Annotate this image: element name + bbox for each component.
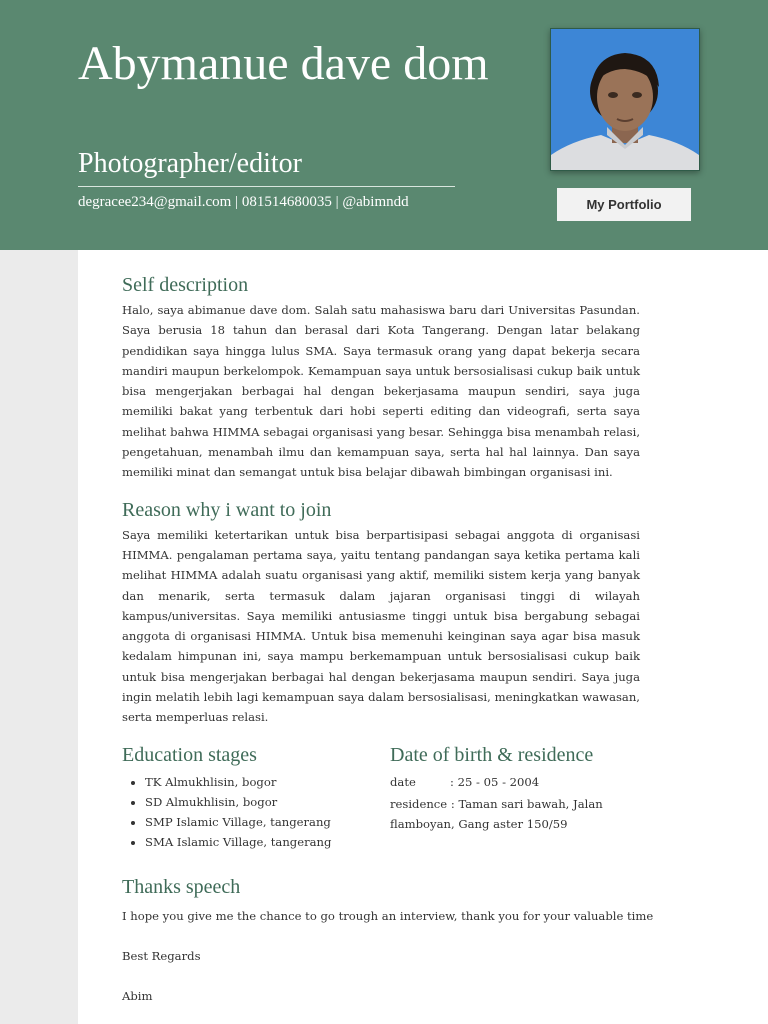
education-item: • TK Almukhlisin, bogor xyxy=(145,772,362,792)
header-banner xyxy=(0,0,768,250)
residence-text: residence : Taman sari bawah, Jalan flamboyan, Gang aster 150/59 xyxy=(390,796,603,831)
self-description-heading: Self description xyxy=(122,274,249,296)
my-portfolio-button[interactable]: My Portfolio xyxy=(557,188,691,221)
profile-photo xyxy=(550,28,700,171)
education-item: • SD Almukhlisin, bogor xyxy=(145,792,362,812)
applicant-name: Abymanue dave dom xyxy=(78,37,489,90)
self-description-section xyxy=(122,270,640,483)
education-list xyxy=(122,772,362,852)
birth-date-value: : 25 - 05 - 2004 xyxy=(450,774,540,789)
birth-heading: Date of birth & residence xyxy=(390,743,594,766)
education-item: • SMA Islamic Village, tangerang xyxy=(145,832,362,852)
person-portrait-icon xyxy=(551,29,699,170)
two-column-section xyxy=(122,740,640,852)
regards-text: Best Regards xyxy=(122,948,201,963)
applicant-role: Photographer/editor xyxy=(78,148,302,179)
thanks-text: I hope you give me the chance to go trough an interview, thank you for your valuable time xyxy=(122,908,654,923)
signature-text: Abim xyxy=(122,988,153,1003)
contact-line: degracee234@gmail.com | 081514680035 | @abimndd xyxy=(78,194,409,210)
reason-section xyxy=(122,495,640,728)
thanks-heading: Thanks speech xyxy=(122,875,241,898)
education-heading: Education stages xyxy=(122,743,257,766)
self-description-text: Halo, saya abimanue dave dom. Salah satu mahasiswa baru dari Universitas Pasundan. Saya berusia 18 tahun dan berasal dari Kota Tangerang. Dengan latar belakang pendidikan saya hingga lulus SMA. Saya termasuk orang yang dapat bekerja secara mandiri maupun berkelompok. Kemampuan saya untuk bersosialisasi cukup baik untuk bisa mengerjakan berbagai hal dengan bekerjasama maupun sendiri, saya juga memiliki bakat yang terbentuk dari hobi seperti editing dan videografi, serta saya melihat bahwa HIMMA sebagai organisasi yang besar. Sehingga bisa menambah relasi, pengetahuan, menambah ilmu dan kemampuan saya, serta hal hal lainnya. Dan saya memiliki minat dan semangat untuk bisa belajar dibawah bimbingan organisasi ini. xyxy=(122,303,640,480)
thanks-section xyxy=(122,872,654,1006)
education-item: • SMP Islamic Village, tangerang xyxy=(145,812,362,832)
reason-heading: Reason why i want to join xyxy=(122,498,332,521)
education-section xyxy=(122,740,362,852)
birth-date-row xyxy=(390,772,640,792)
header-divider xyxy=(78,186,455,187)
resume-content xyxy=(122,270,654,1006)
birth-section xyxy=(390,740,640,852)
birth-date-label: date xyxy=(390,774,416,789)
reason-text: Saya memiliki ketertarikan untuk bisa berpartisipasi sebagai anggota di organisasi HIMMA. pengalaman pertama saya, yaitu tentang pandangan saya ketika pertama kali melihat HIMMA adalah suatu organisasi yang aktif, memiliki sistem kerja yang banyak dan menarik, serta termasuk dalam jajaran organisasi tinggi di wilayah kampus/universitas. Saya memiliki antusiasme tinggi untuk bisa bergabung sebagai anggota di organisasi HIMMA. Untuk bisa memenuhi keinginan saya agar bisa masuk kedalam himpunan ini, saya mampu berkemampuan untuk bersosialisasi cukup baik untuk bisa mengerjakan berbagai hal dengan bekerjasama maupun sendiri. Saya juga ingin melatih lebih lagi kemampuan saya dalam bersosialisasi, meningkatkan wawasan, serta memperluas relasi. xyxy=(122,527,640,725)
